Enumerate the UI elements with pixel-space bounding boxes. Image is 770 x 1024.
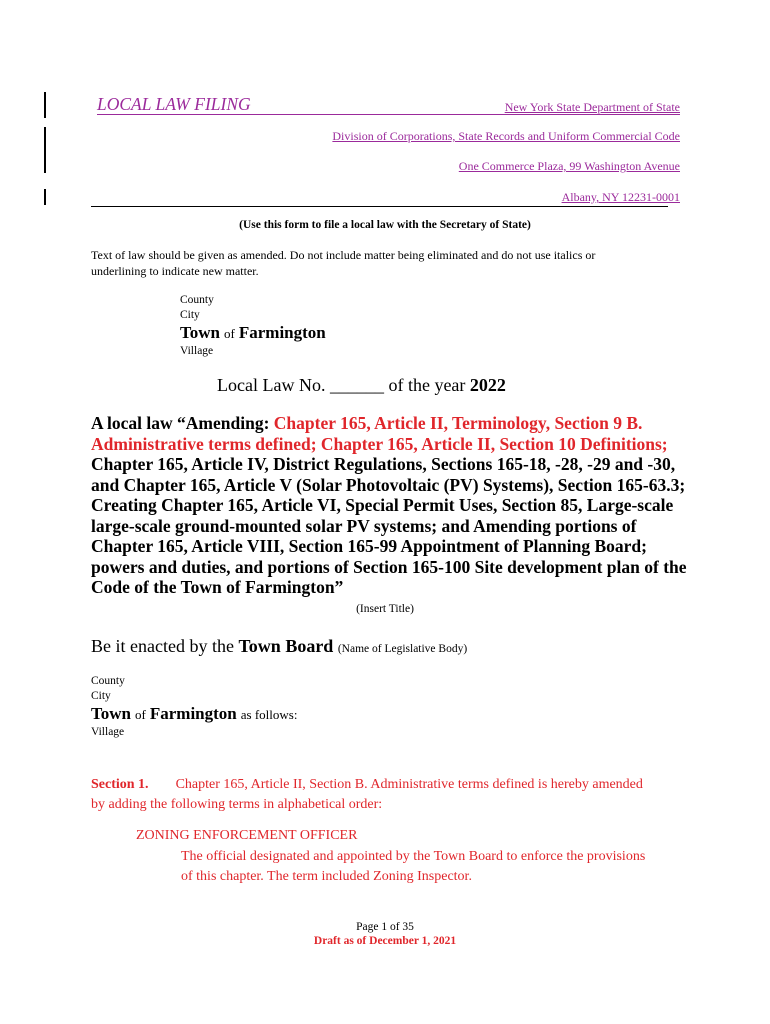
- instructions: Text of law should be given as amended. Do not include matter being eliminated and do not use italics or underlining to indicate new matter.: [91, 248, 596, 278]
- division-name: Division of Corporations, State Records and Uniform Commercial Code: [332, 129, 680, 143]
- option-village: Village: [180, 345, 214, 357]
- enact-option-town: Town: [91, 704, 132, 723]
- draft-date: Draft as of December 1, 2021: [313, 935, 457, 947]
- legislative-body: Town Board: [238, 636, 334, 656]
- city-address: Albany, NY 12231-0001: [561, 190, 680, 204]
- definition-text: The official designated and appointed by the Town Board to enforce the provisions of this chapter. The term included Zoning Inspector.: [181, 849, 646, 884]
- change-bar: [44, 189, 46, 205]
- legislative-body-caption: (Name of Legislative Body): [337, 643, 468, 655]
- enact-option-city: City: [91, 690, 111, 702]
- enact-municipality-line: [91, 704, 297, 724]
- option-county: County: [180, 294, 214, 306]
- law-title-intro: A local law “Amending:: [91, 413, 274, 433]
- section-1-label: Section 1.: [91, 777, 149, 792]
- enact-of-word: of: [135, 707, 146, 722]
- definition-term: ZONING ENFORCEMENT OFFICER: [136, 828, 358, 843]
- insert-title-caption: (Insert Title): [356, 603, 414, 615]
- option-city: City: [180, 309, 200, 321]
- law-number-line: [217, 375, 506, 396]
- header-divider: [91, 206, 668, 207]
- law-title-amended: Chapter 165, Article II, Terminology, Section 9 B. Administrative terms defined; Chapter 165, Article II, Section 10 Definitions;: [91, 413, 668, 454]
- enact-option-county: County: [91, 675, 125, 687]
- enact-municipality-name: Farmington: [149, 704, 237, 723]
- enact-option-village: Village: [91, 726, 125, 738]
- form-title: LOCAL LAW FILING: [97, 94, 251, 114]
- change-bar: [44, 92, 46, 118]
- of-word: of: [224, 326, 235, 341]
- department-name: New York State Department of State: [504, 100, 680, 114]
- municipality-line: [180, 323, 326, 343]
- street-address: One Commerce Plaza, 99 Washington Avenue: [458, 159, 680, 173]
- law-year: 2022: [469, 375, 506, 395]
- page-number: Page 1 of 35: [356, 921, 414, 933]
- law-number-label: Local Law No. ______ of the year: [217, 375, 466, 395]
- section-1: [91, 775, 651, 815]
- form-header: [97, 94, 680, 115]
- enactment-line: [91, 636, 467, 657]
- form-notice: (Use this form to file a local law with the Secretary of State): [239, 219, 531, 231]
- municipality-name: Farmington: [238, 323, 326, 342]
- law-title: [91, 413, 691, 598]
- enactment-prefix: Be it enacted by the: [91, 636, 234, 656]
- law-title-rest: Chapter 165, Article IV, District Regulations, Sections 165-18, -28, -29 and -30, and Chapter 165, Article V (Solar Photovoltaic (PV) Systems), Section 165-63.3; Creating Chapter 165, Article VI, Special Permit Uses, Section 85, Large-scale large-scale ground-mounted solar PV systems; and Amending portions of Chapter 165, Article VIII, Section 165-99 Appointment of Planning Board; powers and duties, and portions of Section 165-100 Site development plan of the Code of the Town of Farmington”: [91, 454, 687, 597]
- section-1-text: Chapter 165, Article II, Section B. Administrative terms defined is hereby amended by adding the following terms in alphabetical order:: [91, 777, 643, 812]
- as-follows: as follows:: [240, 707, 298, 722]
- option-town: Town: [180, 323, 221, 342]
- change-bar: [44, 127, 46, 173]
